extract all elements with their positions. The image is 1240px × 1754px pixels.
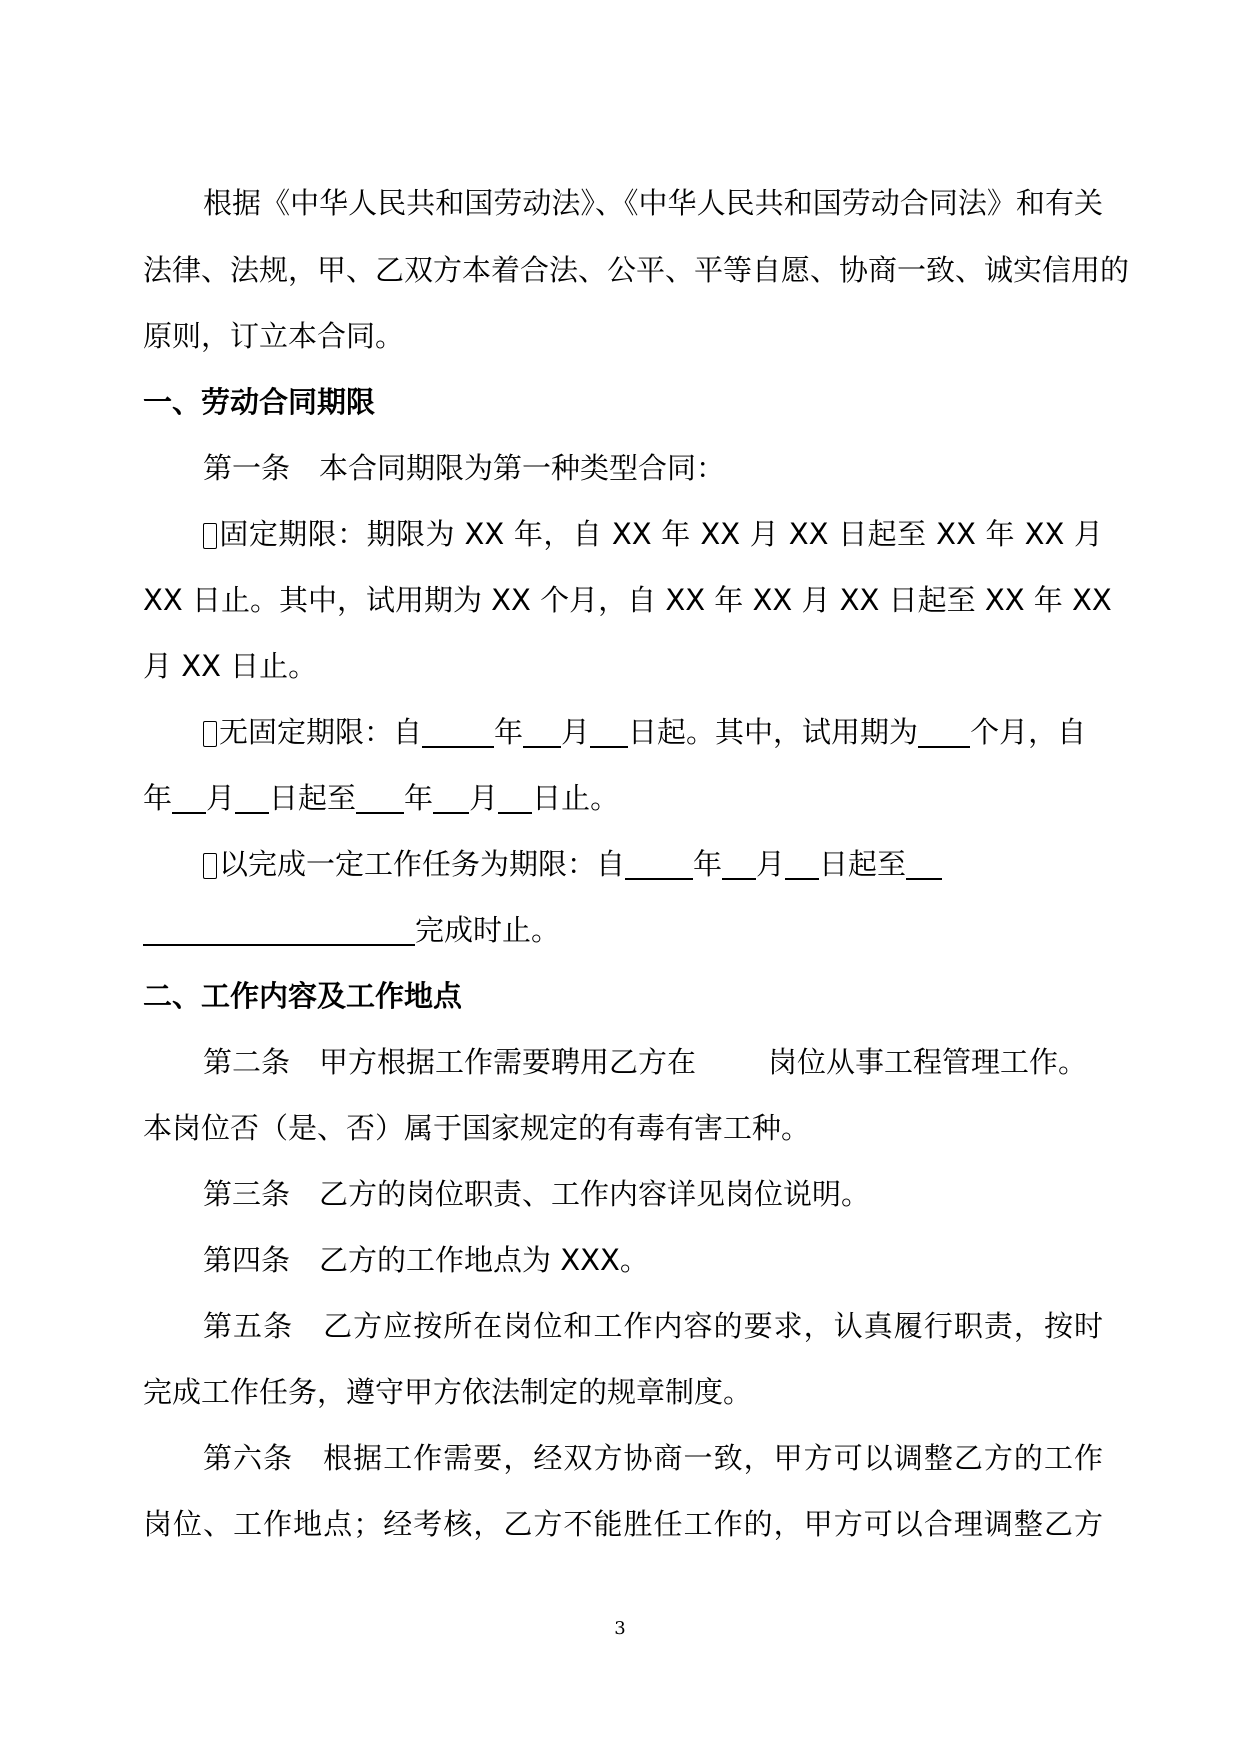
nonfixed-text-g: 月 [206,781,236,815]
nonfixed-text-j: 月 [469,781,499,815]
checkbox-task-term[interactable] [203,853,217,879]
blank-probation-months[interactable] [918,716,970,748]
article-4: 第四条 乙方的工作地点为 XXX。 [203,1243,649,1277]
article-2-text-a: 第二条 甲方根据工作需要聘用乙方在 [203,1045,697,1079]
article-5-line-2: 完成工作任务，遵守甲方依法制定的规章制度。 [143,1375,753,1409]
blank-day[interactable] [498,782,532,814]
blank-year[interactable] [625,848,693,880]
nonfixed-text-h: 日起至 [269,781,357,815]
nonfixed-text-c: 月 [561,715,591,749]
nonfixed-text-f: 年 [143,781,173,815]
task-text-d: 日起至 [819,847,907,881]
checkbox-fixed-term[interactable] [203,523,217,549]
blank-day[interactable] [590,716,628,748]
blank-task-description[interactable] [143,914,415,946]
article-6-line-2: 岗位、工作地点；经考核，乙方不能胜任工作的，甲方可以合理调整乙方 [143,1507,1103,1541]
nonfixed-text-a: 无固定期限：自 [219,715,423,749]
blank-month[interactable] [722,848,756,880]
fixed-term-line-1 [203,514,1103,554]
blank-task[interactable] [906,848,942,880]
article-2-line-2: 本岗位否（是、否）属于国家规定的有毒有害工种。 [143,1111,811,1145]
blank-month[interactable] [523,716,561,748]
task-term-line-2 [143,910,1103,950]
nonfixed-text-d: 日起。其中，试用期为 [628,715,919,749]
article-3: 第三条 乙方的岗位职责、工作内容详见岗位说明。 [203,1177,871,1211]
article-1: 第一条 本合同期限为第一种类型合同： [203,451,726,485]
task-text-a: 以完成一定工作任务为期限：自 [219,847,626,881]
blank-day[interactable] [785,848,819,880]
nonfixed-text-k: 日止。 [532,781,620,815]
nonfixed-text-i: 年 [404,781,434,815]
checkbox-nonfixed-term[interactable] [203,721,217,747]
fixed-term-line-3: 月 XX 日止。 [143,649,318,683]
intro-line-1: 根据《中华人民共和国劳动法》、《中华人民共和国劳动合同法》和有关 [203,186,1103,220]
page-number: 3 [614,1618,626,1639]
task-text-c: 月 [756,847,786,881]
nonfixed-term-line-1 [203,712,1103,752]
article-2-line-1 [203,1042,1103,1082]
section-heading-2: 二、工作内容及工作地点 [143,979,463,1013]
blank-month[interactable] [433,782,469,814]
intro-line-3: 原则，订立本合同。 [143,319,405,353]
blank-year[interactable] [422,716,494,748]
task-term-line-1 [203,844,1103,884]
fixed-term-line-2: XX 日止。其中，试用期为 XX 个月，自 XX 年 XX 月 XX 日起至 XX 年 XX [143,583,1112,617]
blank-year[interactable] [356,782,404,814]
article-6-line-1: 第六条 根据工作需要，经双方协商一致，甲方可以调整乙方的工作 [203,1441,1103,1475]
nonfixed-text-e: 个月，自 [970,715,1087,749]
fixed-term-text: 固定期限：期限为 XX 年，自 XX 年 XX 月 XX 日起至 XX 年 XX 月 [219,517,1103,551]
article-2-text-b: 岗位从事工程管理工作。 [768,1045,1088,1079]
blank-month[interactable] [172,782,206,814]
section-heading-1: 一、劳动合同期限 [143,385,376,419]
intro-line-2: 法律、法规，甲、乙双方本着合法、公平、平等自愿、协商一致、诚实信用的 [143,253,1130,287]
task-text-e: 完成时止。 [415,913,561,947]
blank-day[interactable] [235,782,269,814]
article-5-line-1: 第五条 乙方应按所在岗位和工作内容的要求，认真履行职责，按时 [203,1309,1103,1343]
nonfixed-text-b: 年 [494,715,524,749]
task-text-b: 年 [693,847,723,881]
nonfixed-term-line-2 [143,778,1103,818]
